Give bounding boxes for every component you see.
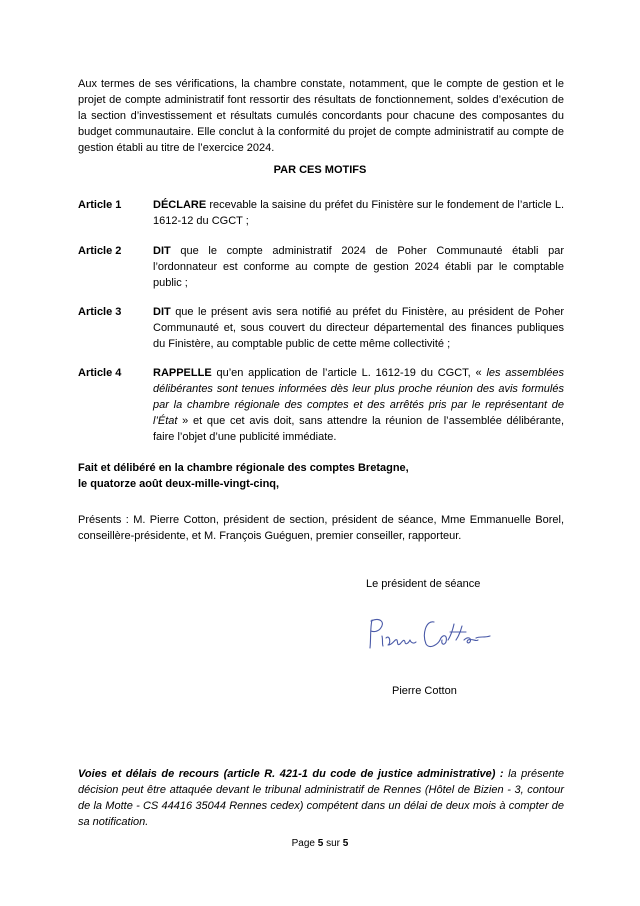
page-footer xyxy=(0,838,640,849)
current-page-number: 5 xyxy=(317,838,324,849)
deliberation-statement xyxy=(78,460,409,492)
intro-paragraph: Aux termes de ses vérifications, la chambre constate, notamment, que le compte de gestion et le projet de compte administratif font ressortir des résultats de fonctionnement, soldes d’exécution de la section d’investissement et résultats cumulés concordants pour chacune des composantes du budget communautaire. Elle conclut à la conformité du projet de compte administratif au compte de gestion établi au titre de l’exercice 2024. xyxy=(78,78,564,154)
signature-title: Le président de séance xyxy=(366,578,481,590)
handwritten-signature xyxy=(364,612,494,656)
article-label: Article 3 xyxy=(78,306,122,318)
footer-middle: sur xyxy=(323,838,343,849)
attendees-paragraph: Présents : M. Pierre Cotton, président de section, président de séance, Mme Emmanuelle Borel, conseillère-présidente, et M. François Guéguen, premier conseiller, rapporteur. xyxy=(78,514,564,542)
appeal-text: la présente décision peut être attaquée devant le tribunal administratif de Rennes (Hôtel de Bizien - 3, contour de la Motte - CS 44416 35044 Rennes cedex) compétent dans un délai de deux mois à compter de sa notification. xyxy=(78,768,564,828)
article-text xyxy=(153,243,564,291)
appeal-notice xyxy=(78,766,564,830)
total-pages-number: 5 xyxy=(342,838,349,849)
article-verb: DIT xyxy=(153,245,171,257)
article-text xyxy=(153,365,564,445)
article-label: Article 2 xyxy=(78,245,122,257)
article-body-end: » et que cet avis doit, sans attendre la réunion de l’assemblée délibérante, faire l’objet d’une publicité immédiate. xyxy=(153,415,564,443)
article-quote: les assemblées délibérantes sont tenues informées dès leur plus proche réunion des avis formulés par la chambre régionale des comptes et des arrêtés pris par le représentant de l’État xyxy=(153,367,564,427)
article-verb: RAPPELLE xyxy=(153,367,212,379)
article-verb: DÉCLARE xyxy=(153,199,207,211)
article-label: Article 1 xyxy=(78,199,122,211)
article-body: que le présent avis sera notifié au préfet du Finistère, au président de Poher Communauté et, sous couvert du directeur départemental des finances publiques du Finistère, au comptable public de cette même collectivité ; xyxy=(153,306,564,350)
article-verb: DIT xyxy=(153,306,171,318)
deliberation-line: Fait et délibéré en la chambre régionale des comptes Bretagne, xyxy=(78,462,409,474)
article-body: recevable la saisine du préfet du Finistère sur le fondement de l’article L. 1612-12 du CGCT ; xyxy=(153,199,564,227)
article-text xyxy=(153,304,564,352)
article-label: Article 4 xyxy=(78,367,122,379)
appeal-heading: Voies et délais de recours (article R. 421-1 du code de justice administrative) : xyxy=(78,768,504,780)
footer-prefix: Page xyxy=(291,838,318,849)
section-title: PAR CES MOTIFS xyxy=(273,164,367,176)
article-body: que le compte administratif 2024 de Poher Communauté établi par l’ordonnateur est conforme au compte de gestion 2024 établi par le comptable public ; xyxy=(153,245,564,289)
deliberation-date: le quatorze août deux-mille-vingt-cinq, xyxy=(78,478,280,490)
article-body: qu’en application de l’article L. 1612-19 du CGCT, « xyxy=(211,367,487,379)
article-text xyxy=(153,197,564,229)
signatory-name: Pierre Cotton xyxy=(392,685,457,697)
